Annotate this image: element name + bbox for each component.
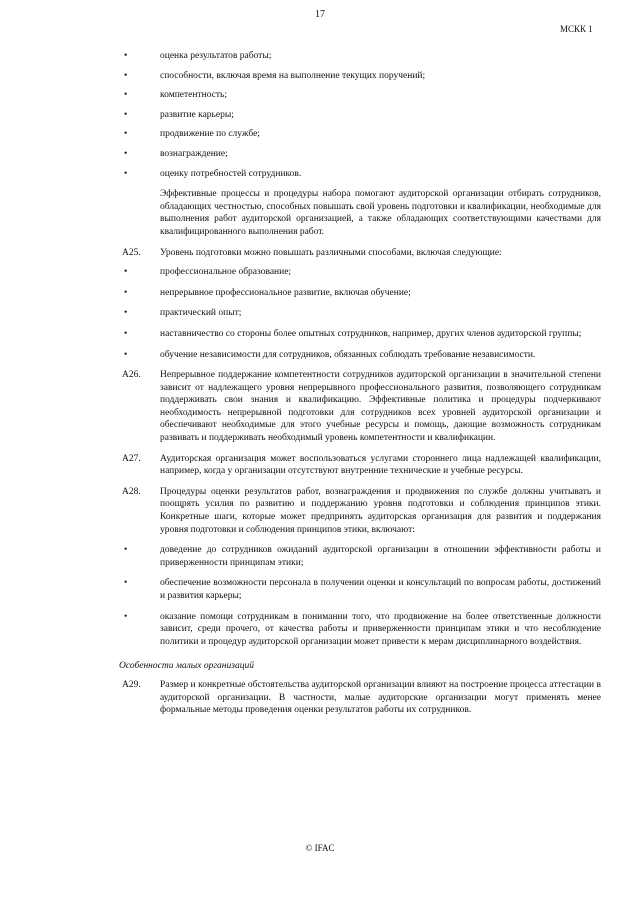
list-item: • доведение до сотрудников ожиданий аудиторской организации в отношении эффективности работы и приверженности принципам этики; — [124, 545, 601, 568]
page-number: 17 — [315, 9, 325, 20]
section-heading: Особенности малых организаций — [119, 661, 254, 672]
paragraph-number: A26. — [122, 370, 141, 381]
bullet-icon: • — [124, 168, 128, 179]
bullet-icon: • — [124, 611, 128, 622]
list-item: • оказание помощи сотрудникам в понимании того, что продвижение на более ответственные должности зависит, среди прочего, от качества работы и приверженности принципам этики и что несоблюдение политики и процедур аудиторской организации может привести к мерам дисциплинарного воздействия. — [124, 611, 601, 647]
footer-copyright: © IFAC — [305, 843, 335, 853]
list-item: • развитие карьеры; — [124, 109, 234, 120]
bullet-icon: • — [124, 287, 128, 298]
bullet-icon: • — [124, 90, 128, 101]
bullet-icon: • — [124, 129, 128, 140]
paragraph-text: Аудиторская организация может воспользоваться услугами стороннего лица надлежащей квалификации, например, когда у организации отсутствуют внутренние технические и учебные ресурсы. — [160, 453, 601, 477]
paragraph-a26 — [120, 369, 601, 445]
list-item: • практический опыт; — [124, 308, 242, 319]
paragraph-text: Размер и конкретные обстоятельства аудиторской организации влияют на построение процесса аттестации в аудиторской организации. В частности, малые аудиторские организации могут применять менее формальные методы проведения оценки результатов работы их сотрудников. — [160, 679, 601, 716]
list-item: • способности, включая время на выполнение текущих поручений; — [124, 70, 426, 81]
paragraph-text: Процедуры оценки результатов работ, вознаграждения и продвижения по службе должны учитывать и поощрять усилия по развитию и поддержанию уровня подготовки и соблюдения принципов этики. Конкретные шаги, которые может предпринять аудиторская организация для развития и поддержания уровня подготовки и соблюдения принципов этики, включают: — [160, 486, 601, 535]
bullet-icon: • — [124, 148, 128, 159]
paragraph-text: Уровень подготовки можно повышать различными способами, включая следующие: — [160, 247, 502, 258]
bullet-icon: • — [124, 51, 128, 61]
paragraph-a27 — [120, 453, 601, 478]
list-item: • обучение независимости для сотрудников, обязанных соблюдать требование независимости. — [124, 349, 536, 360]
bullet-icon: • — [124, 349, 128, 360]
document-code: МСКК 1 — [560, 24, 593, 34]
list-item: • непрерывное профессиональное развитие, включая обучение; — [124, 287, 411, 298]
top-bullet-list — [120, 50, 601, 180]
a25-bullet-list — [120, 266, 601, 361]
list-item: • оценка результатов работы; — [124, 51, 272, 61]
paragraph-a29 — [120, 679, 601, 717]
list-item: • обеспечение возможности персонала в получении оценки и консультаций по вопросам работы, достижений и развития карьеры; — [124, 578, 601, 601]
list-item: • наставничество со стороны более опытных сотрудников, например, других членов аудиторской группы; — [124, 328, 582, 339]
bullet-icon: • — [124, 109, 128, 120]
list-item: • продвижение по службе; — [124, 129, 260, 140]
page-content — [120, 50, 601, 717]
paragraph-number: A27. — [122, 453, 141, 464]
paragraph-a28 — [120, 486, 601, 536]
paragraph-number: A29. — [122, 679, 141, 690]
paragraph-text: Непрерывное поддержание компетентности сотрудников аудиторской организации в значительной степени зависит от надлежащего уровня непрерывного профессионального развития, позволяющего сотрудникам поддерживать свои знания и квалификацию. Эффективные политика и процедуры подчеркивают необходимость непрерывной подготовки для сотрудников всех уровней аудиторской организации и обеспечивают необходимые для этого учебные ресурсы и помощь, дающие возможность сотрудникам развивать и поддерживать необходимый уровень компетентности и квалификации. — [160, 370, 601, 444]
paragraph-number: A28. — [122, 486, 141, 497]
a28-bullet-list — [120, 544, 601, 648]
paragraph-a25 — [120, 247, 601, 260]
bullet-icon: • — [124, 578, 128, 589]
bullet-icon: • — [124, 545, 128, 556]
bullet-icon: • — [124, 308, 128, 319]
paragraph-number: A25. — [122, 247, 141, 258]
list-item: • вознаграждение; — [124, 148, 228, 159]
bullet-icon: • — [124, 328, 128, 339]
list-item: • профессиональное образование; — [124, 267, 292, 278]
recruitment-paragraph: Эффективные процессы и процедуры набора помогают аудиторской организации отбирать сотрудников, обладающих честностью, способных повышать свой уровень подготовки и квалификации, необходимые для выполнения работ аудиторской организацией, а также обладающих соответствующими качествами для квалифицированного выполнения работ. — [160, 189, 601, 237]
bullet-icon: • — [124, 267, 128, 278]
list-item: • оценку потребностей сотрудников. — [124, 168, 302, 179]
bullet-icon: • — [124, 70, 128, 81]
list-item: • компетентность; — [124, 90, 228, 101]
